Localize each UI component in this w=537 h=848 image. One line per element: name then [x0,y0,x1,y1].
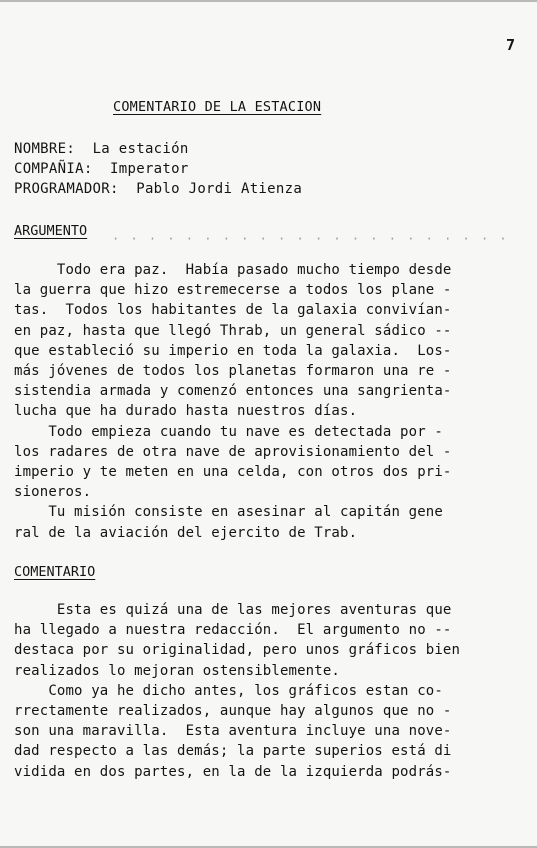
meta-programador [14,181,302,197]
text-line: realizados lo mejoran ostensiblemente. [14,662,340,679]
text-line: ha llegado a nuestra redacción. El argumento no -- [14,622,452,639]
page-number: 7 [505,36,515,54]
text-line: Todo empieza cuando tu nave es detectada por - [14,423,443,440]
comentario-body [14,600,530,782]
text-line: los radares de otra nave de aprovisionamiento del - [14,443,452,460]
text-line: Como ya he dicho antes, los gráficos estan co- [14,682,443,699]
meta-nombre [14,141,189,157]
meta-value: Imperator [110,161,189,177]
meta-label: COMPAÑIA: [14,161,93,177]
text-line: Todo era paz. Había pasado mucho tiempo desde [14,262,452,278]
meta-label: NOMBRE: [14,141,76,157]
text-line: que estableció su imperio en toda la galaxia. Los- [14,342,452,359]
text-line: lucha que ha durado hasta nuestros días. [14,403,358,420]
text-line: dad respecto a las demás; la parte superios está di [14,743,452,760]
text-line: son una maravilla. Esta aventura incluye una nove- [14,723,452,740]
text-line: tas. Todos los habitantes de la galaxia convivían- [14,302,452,319]
meta-value: Pablo Jordi Atienza [136,181,303,197]
argumento-heading: ARGUMENTO [14,223,88,239]
text-line: Tu misión consiste en asesinar al capitán gene [14,504,443,521]
meta-value: La estación [92,141,189,157]
text-line: Esta es quizá una de las mejores aventuras que [14,602,452,618]
text-line: ral de la aviación del ejercito de Trab. [14,524,358,541]
text-line: rrectamente realizados, aunque hay algunos que no - [14,703,452,720]
text-line: más jóvenes de todos los planetas formaron una re - [14,363,452,380]
text-line: la guerra que hizo estremecerse a todos los plane - [14,282,452,299]
meta-label: PROGRAMADOR: [14,181,119,197]
page-title: COMENTARIO DE LA ESTACION [113,99,322,115]
text-line: sistendia armada y comenzó entonces una sangrienta- [14,383,452,400]
meta-compania [14,161,189,177]
argumento-body [14,260,530,543]
dotted-rule: · · · · · · · · · · · · · · · · · · · · · · [112,232,509,246]
comentario-heading: COMENTARIO [14,564,96,580]
text-line: destaca por su originalidad, pero unos gráficos bien [14,642,461,659]
text-line: sioneros. [14,484,92,501]
text-line: en paz, hasta que llegó Thrab, un general sádico -- [14,322,452,339]
scan-edge-top [0,0,537,2]
text-line: vidida en dos partes, en la de la izquierda podrás- [14,763,452,780]
text-line: imperio y te meten en una celda, con otros dos pri- [14,464,452,481]
